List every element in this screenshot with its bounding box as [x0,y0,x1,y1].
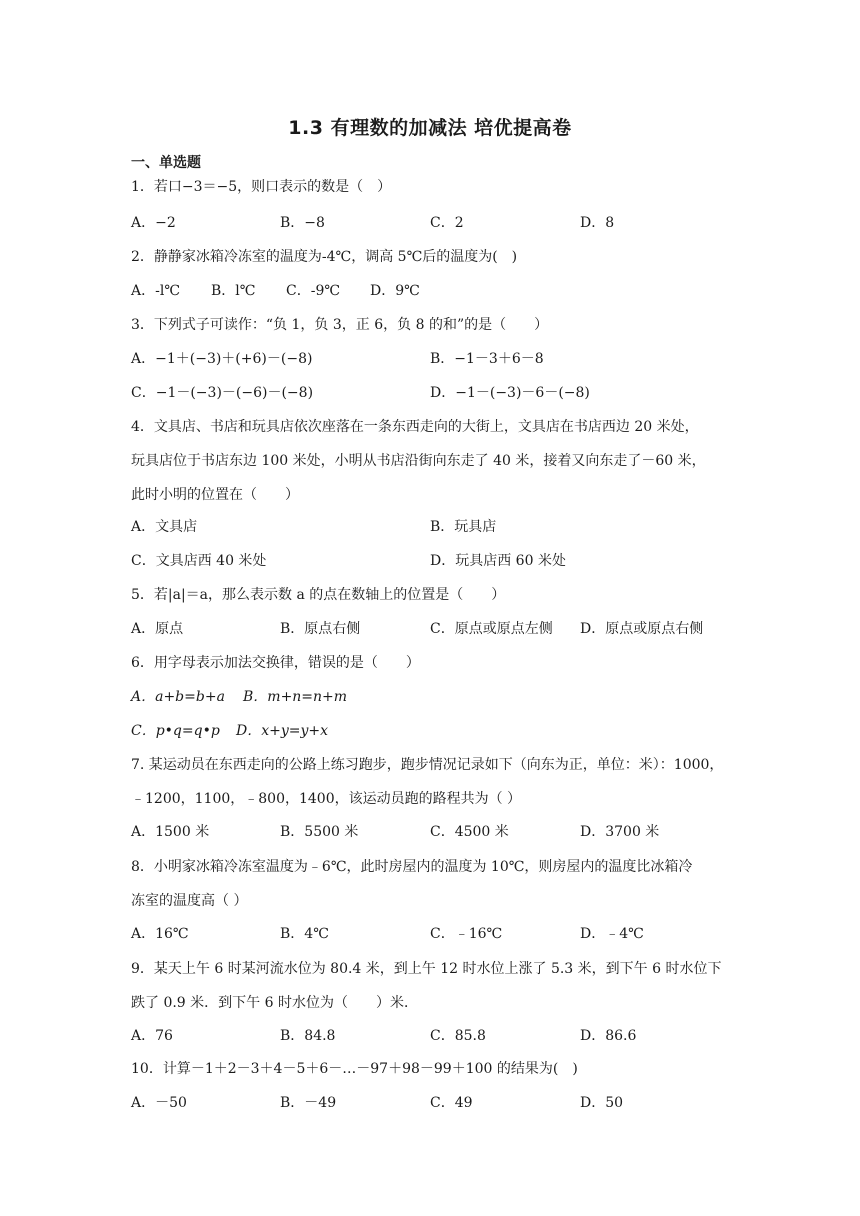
question-5-stem: 5．若|a|＝a，那么表示数 a 的点在数轴上的位置是（ ） [131,587,506,603]
question-7-option-a: A．1500 米 [131,824,210,840]
question-9-stem-line-1: 9．某天上午 6 时某河流水位为 80.4 米，到上午 12 时水位上涨了 5.3 米，到下午 6 时水位下 [131,961,722,977]
question-1-option-b: B．−8 [280,215,325,231]
question-9-option-d: D．86.6 [580,1028,637,1044]
question-5-option-c: C．原点或原点左侧 [430,621,553,637]
question-7-option-b: B．5500 米 [280,824,359,840]
question-7-option-c: C．4500 米 [430,824,509,840]
question-2-option-a: A．-l℃ [131,283,180,299]
question-9-option-c: C．85.8 [430,1028,486,1044]
question-9-option-a: A．76 [131,1028,173,1044]
question-2-option-c: C．-9℃ [286,283,341,299]
question-10-stem: 10．计算－1＋2－3＋4－5＋6－…－97＋98－99＋100 的结果为( ) [131,1061,578,1077]
question-4-stem-line-3: 此时小明的位置在（ ） [131,487,299,503]
question-8-option-a: A．16℃ [131,926,189,942]
question-10-option-c: C．49 [430,1095,473,1111]
question-10-option-d: D．50 [580,1095,624,1111]
question-2-stem: 2．静静家冰箱冷冻室的温度为-4℃，调高 5℃后的温度为( ) [131,249,518,265]
question-6-option-c: C．p•q=q•p [131,723,220,739]
question-3-option-a: A．−1＋(−3)＋(+6)－(−8) [131,351,313,367]
question-2-option-d: D．9℃ [370,283,420,299]
question-5-option-d: D．原点或原点右侧 [580,621,704,637]
question-6-option-a: A．a+b=b+a [131,689,225,705]
question-8-option-d: D．﹣4℃ [580,926,644,942]
question-9-stem-line-2: 跌了 0.9 米．到下午 6 时水位为（ ）米． [131,995,418,1011]
question-6-option-b: B．m+n=n+m [243,689,348,705]
question-9-option-b: B．84.8 [280,1028,336,1044]
question-3-option-c: C．−1－(−3)－(−6)－(−8) [131,385,314,401]
page-title: 1.3 有理数的加减法 培优提高卷 [288,117,572,139]
question-4-option-a: A．文具店 [131,519,198,535]
question-4-option-b: B．玩具店 [430,519,497,535]
question-7-option-d: D．3700 米 [580,824,660,840]
question-1-option-c: C．2 [430,215,464,231]
question-3-stem: 3．下列式子可读作：“负 1，负 3，正 6，负 8 的和”的是（ ） [131,317,549,333]
question-4-option-d: D．玩具店西 60 米处 [430,553,566,569]
question-1-stem: 1．若口−3＝−5，则口表示的数是（ ） [131,179,392,195]
question-5-option-b: B．原点右侧 [280,621,361,637]
question-7-stem-line-2: ﹣1200，1100，﹣800，1400，该运动员跑的路程共为（ ） [131,791,522,807]
question-6-stem: 6．用字母表示加法交换律，错误的是（ ） [131,655,420,671]
question-4-stem-line-1: 4．文具店、书店和玩具店依次座落在一条东西走向的大街上，文具店在书店西边 20 米处， [131,419,699,435]
question-7-stem-line-1: 7. 某运动员在东西走向的公路上练习跑步，跑步情况记录如下（向东为正，单位：米）：1000， [131,757,724,773]
question-8-stem-line-2: 冻室的温度高（ ） [131,893,248,909]
section-heading: 一、单选题 [131,155,201,171]
question-2-option-b: B．l℃ [211,283,256,299]
question-4-option-c: C．文具店西 40 米处 [131,553,267,569]
question-4-stem-line-2: 玩具店位于书店东边 100 米处，小明从书店沿街向东走了 40 米，接着又向东走了－60 米， [131,453,706,469]
question-6-option-d: D．x+y=y+x [236,723,329,739]
question-8-option-c: C．﹣16℃ [430,926,503,942]
question-5-option-a: A．原点 [131,621,184,637]
question-10-option-a: A．－50 [131,1095,187,1111]
question-10-option-b: B．－49 [280,1095,337,1111]
question-8-stem-line-1: 8．小明家冰箱冷冻室温度为﹣6℃，此时房屋内的温度为 10℃，则房屋内的温度比冰箱冷 [131,859,693,875]
question-3-option-b: B．−1－3＋6－8 [430,351,544,367]
question-1-option-a: A．−2 [131,215,176,231]
question-8-option-b: B．4℃ [280,926,329,942]
question-1-option-d: D．8 [580,215,615,231]
question-3-option-d: D．−1－(−3)－6－(−8) [430,385,590,401]
